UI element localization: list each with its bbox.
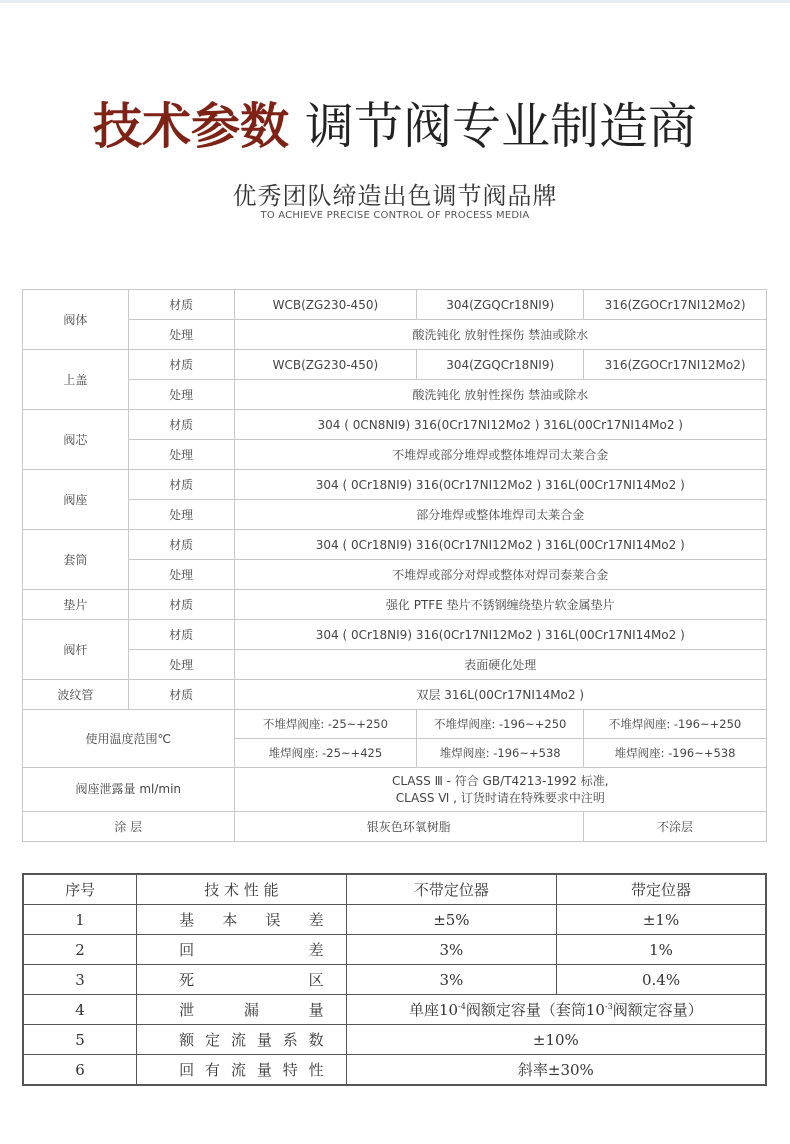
table-cell: 3% <box>346 965 556 995</box>
table-cell: 304(ZGQCr18NI9) <box>417 290 584 320</box>
table-row <box>23 470 767 500</box>
table-cell: 3% <box>346 935 556 965</box>
part-label: 阀座 <box>23 470 129 530</box>
attr-label: 材质 <box>128 290 234 320</box>
header-cell: 技 术 性 能 <box>137 874 347 905</box>
table-row <box>23 440 767 470</box>
leakage-line: CLASS Ⅵ , 订货时请在特殊要求中注明 <box>395 790 605 805</box>
performance-table <box>22 873 767 1086</box>
table-cell: 表面硬化处理 <box>234 650 766 680</box>
leakage-value <box>234 768 766 812</box>
table-cell: 不堆焊阀座: -196~+250 <box>417 710 584 739</box>
attr-label: 处理 <box>128 440 234 470</box>
table-cell: 304 ( 0CN8NI9) 316(0Cr17NI12Mo2 ) 316L(00Cr17NI14Mo2 ) <box>234 410 766 440</box>
table-row <box>23 380 767 410</box>
table-row <box>23 410 767 440</box>
table-cell: 304(ZGQCr18NI9) <box>417 350 584 380</box>
exponent: -4 <box>458 1002 466 1011</box>
table-cell: 不堆焊阀座: -25~+250 <box>234 710 417 739</box>
part-label: 阀芯 <box>23 410 129 470</box>
table-cell: WCB(ZG230-450) <box>234 290 417 320</box>
attr-label: 处理 <box>128 380 234 410</box>
table-row <box>23 500 767 530</box>
table-cell: 不堆焊阀座: -196~+250 <box>584 710 767 739</box>
page-title <box>0 92 790 162</box>
row-number: 5 <box>23 1025 137 1055</box>
table-cell: 部分堆焊或整体堆焊司太莱合金 <box>234 500 766 530</box>
table-header-row <box>23 874 766 905</box>
part-label: 波纹管 <box>23 680 129 710</box>
header-cell: 序号 <box>23 874 137 905</box>
row-number: 1 <box>23 905 137 935</box>
table-cell: ±10% <box>346 1025 766 1055</box>
table-cell: 酸洗钝化 放射性探伤 禁油或除水 <box>234 380 766 410</box>
top-divider <box>0 0 790 3</box>
attr-label: 材质 <box>128 350 234 380</box>
row-number: 2 <box>23 935 137 965</box>
table-cell: 316(ZGOCr17NI12Mo2) <box>584 290 767 320</box>
table-cell: 堆焊阀座: -196~+538 <box>417 739 584 768</box>
table-row <box>23 650 767 680</box>
metric-label: 基本误差 <box>137 905 347 935</box>
temp-range-label: 使用温度范围℃ <box>23 710 235 768</box>
table-cell: 304 ( 0Cr18NI9) 316(0Cr17NI12Mo2 ) 316L(00Cr17NI14Mo2 ) <box>234 530 766 560</box>
metric-label: 额定流量系数 <box>137 1025 347 1055</box>
attr-label: 处理 <box>128 320 234 350</box>
table-cell: 304 ( 0Cr18NI9) 316(0Cr17NI12Mo2 ) 316L(00Cr17NI14Mo2 ) <box>234 620 766 650</box>
coating-label: 涂 层 <box>23 812 235 842</box>
table-row <box>23 905 766 935</box>
table-row <box>23 530 767 560</box>
row-number: 3 <box>23 965 137 995</box>
table-row <box>23 1025 766 1055</box>
part-label: 套筒 <box>23 530 129 590</box>
leakage-text: 阀额定容量（套筒10 <box>465 1001 605 1019</box>
table-cell: 1% <box>557 935 766 965</box>
leakage-line: CLASS Ⅲ - 符合 GB/T4213-1992 标准, <box>391 773 609 788</box>
table-row <box>23 680 767 710</box>
attr-label: 材质 <box>128 680 234 710</box>
table-cell: 斜率±30% <box>346 1055 766 1086</box>
table-row <box>23 320 767 350</box>
part-label: 上盖 <box>23 350 129 410</box>
table-row <box>23 710 767 739</box>
header-cell: 不带定位器 <box>346 874 556 905</box>
metric-label: 回有流量特性 <box>137 1055 347 1086</box>
table-row <box>23 935 766 965</box>
table-row <box>23 620 767 650</box>
table-row <box>23 812 767 842</box>
leakage-text: 阀额定容量） <box>612 1001 703 1019</box>
row-number: 4 <box>23 995 137 1025</box>
table-cell: 不堆焊或部分堆焊或整体堆焊司太莱合金 <box>234 440 766 470</box>
attr-label: 处理 <box>128 560 234 590</box>
attr-label: 材质 <box>128 530 234 560</box>
row-number: 6 <box>23 1055 137 1086</box>
table-row <box>23 1055 766 1086</box>
part-label: 垫片 <box>23 590 129 620</box>
table-cell: 304 ( 0Cr18NI9) 316(0Cr17NI12Mo2 ) 316L(00Cr17NI14Mo2 ) <box>234 470 766 500</box>
table-cell: ±1% <box>557 905 766 935</box>
table-cell: 0.4% <box>557 965 766 995</box>
table-row <box>23 965 766 995</box>
leakage-label: 阀座泄露量 ml/min <box>23 768 235 812</box>
table-cell: 堆焊阀座: -196~+538 <box>584 739 767 768</box>
metric-label: 回差 <box>137 935 347 965</box>
table-cell: WCB(ZG230-450) <box>234 350 417 380</box>
table-row <box>23 768 767 812</box>
metric-label: 死区 <box>137 965 347 995</box>
exponent: -3 <box>604 1002 613 1011</box>
title-highlight: 技术参数 <box>92 98 289 155</box>
subtitle: 优秀团队缔造出色调节阀品牌 <box>232 182 558 210</box>
table-cell: 双层 316L(00Cr17NI14Mo2 ) <box>234 680 766 710</box>
table-cell: 强化 PTFE 垫片不锈钢缠绕垫片软金属垫片 <box>234 590 766 620</box>
part-label: 阀体 <box>23 290 129 350</box>
table-cell: 银灰色环氧树脂 <box>234 812 584 842</box>
table-cell: 堆焊阀座: -25~+425 <box>234 739 417 768</box>
attr-label: 材质 <box>128 410 234 440</box>
leakage-capacity-cell <box>346 995 766 1025</box>
table-cell: 不堆焊或部分对焊或整体对焊司泰莱合金 <box>234 560 766 590</box>
subtitle-english: TO ACHIEVE PRECISE CONTROL OF PROCESS MEDIA <box>260 210 530 221</box>
attr-label: 材质 <box>128 470 234 500</box>
leakage-text: 单座10 <box>408 1001 459 1019</box>
table-row <box>23 350 767 380</box>
table-row <box>23 290 767 320</box>
title-rest: 调节阀专业制造商 <box>305 98 698 155</box>
metric-label: 泄漏量 <box>137 995 347 1025</box>
header-cell: 带定位器 <box>557 874 766 905</box>
table-row <box>23 995 766 1025</box>
table-row <box>23 590 767 620</box>
table-cell: ±5% <box>346 905 556 935</box>
attr-label: 材质 <box>128 590 234 620</box>
attr-label: 处理 <box>128 500 234 530</box>
table-cell: 酸洗钝化 放射性探伤 禁油或除水 <box>234 320 766 350</box>
table-cell: 不涂层 <box>584 812 767 842</box>
table-row <box>23 560 767 590</box>
table-cell: 316(ZGOCr17NI12Mo2) <box>584 350 767 380</box>
attr-label: 处理 <box>128 650 234 680</box>
part-label: 阀杆 <box>23 620 129 680</box>
material-spec-table <box>22 289 767 842</box>
attr-label: 材质 <box>128 620 234 650</box>
